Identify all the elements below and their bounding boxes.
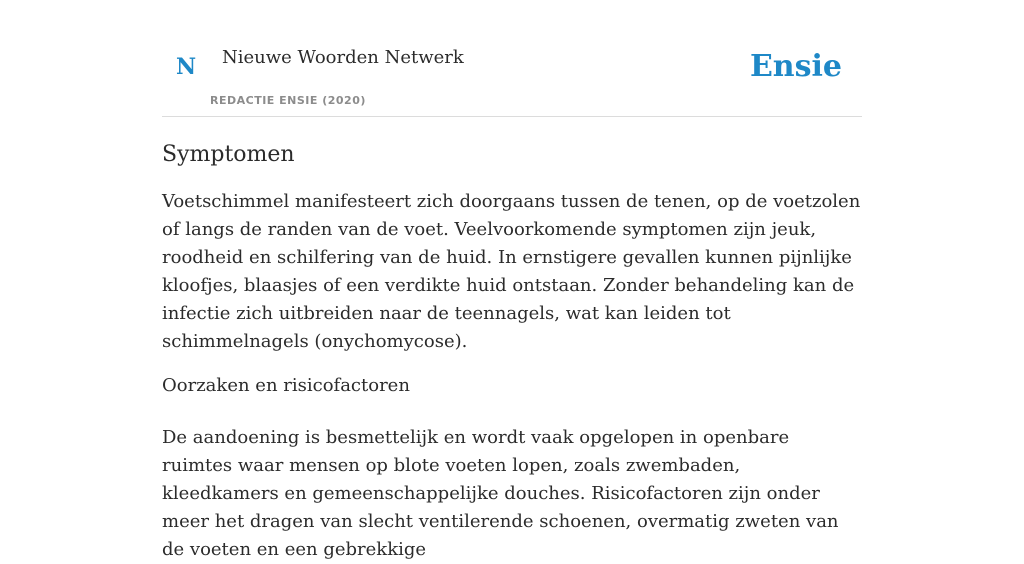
source-meta: REDACTIE ENSIE (2020) [210, 94, 366, 107]
article-body [162, 140, 862, 564]
entry-header [162, 0, 862, 117]
paragraph-causes: De aandoening is besmettelijk en wordt vaak opgelopen in openbare ruimtes waar mensen op blote voeten lopen, zoals zwembaden, kleedkamers en gemeenschappelijke douches. Risicofactoren zijn onder meer het dragen van slecht ventilerende schoenen, overmatig zweten van de voeten en een gebrekkige [162, 427, 839, 560]
source-logo[interactable]: N [176, 54, 197, 80]
paragraph-symptoms: Voetschimmel manifesteert zich doorgaans tussen de tenen, op de voetzolen of langs de randen van de voet. Veelvoorkomende symptomen zijn jeuk, roodheid en schilfering van de huid. In ernstigere gevallen kunnen pijnlijke kloofjes, blaasjes of een verdikte huid ontstaan. Zonder behandeling kan de infectie zich uitbreiden naar de teennagels, wat kan leiden tot schimmelnagels (onychomycose). [162, 191, 861, 352]
source-name-link[interactable]: Nieuwe Woorden Netwerk [222, 47, 464, 68]
entry-page [162, 0, 862, 560]
section-heading-symptoms: Symptomen [162, 142, 295, 167]
section-heading-causes: Oorzaken en risicofactoren [162, 375, 410, 396]
ensie-brand-logo[interactable]: Ensie [749, 49, 842, 84]
